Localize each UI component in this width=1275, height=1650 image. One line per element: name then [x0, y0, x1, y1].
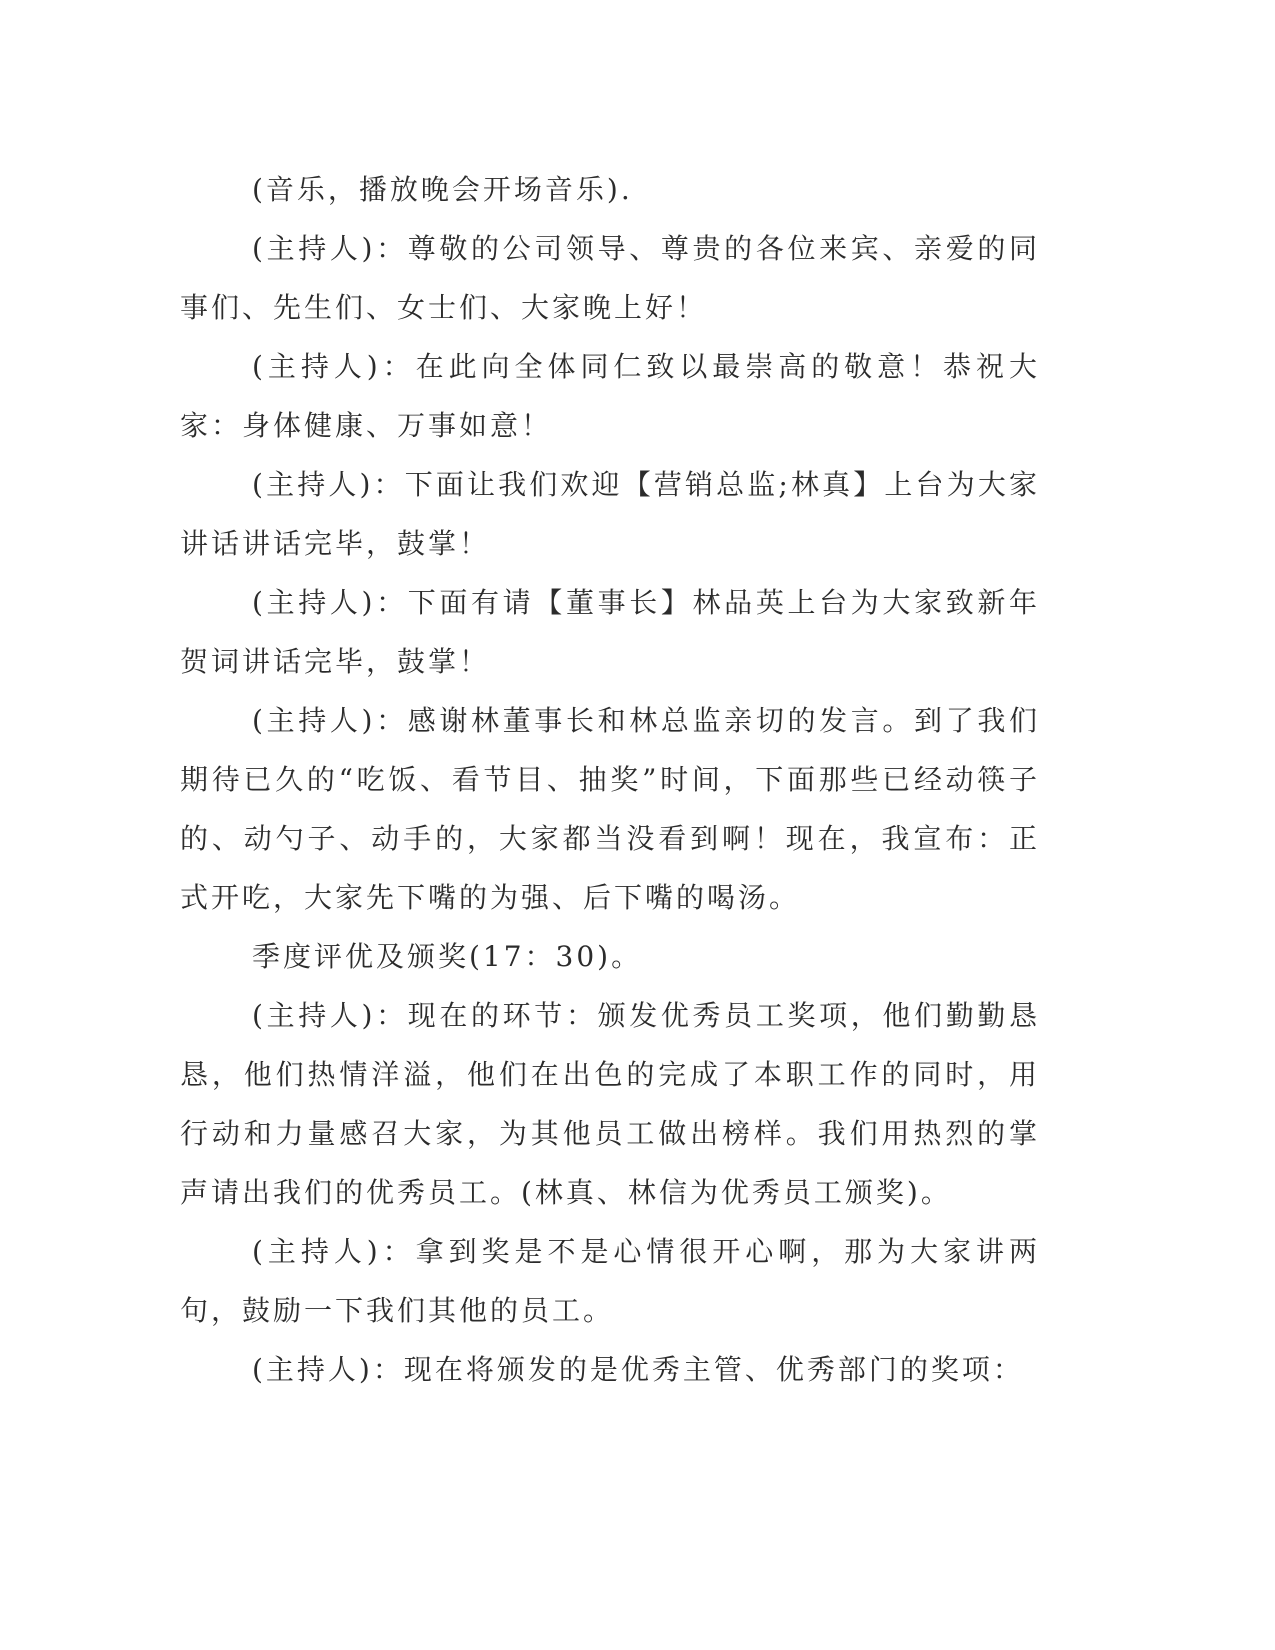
paragraph-host-speech: (主持人)：拿到奖是不是心情很开心啊，那为大家讲两句，鼓励一下我们其他的员工。: [180, 1235, 1040, 1327]
paragraph-music: (音乐，播放晚会开场音乐).: [252, 173, 633, 206]
paragraph-host-greeting: (主持人)：尊敬的公司领导、尊贵的各位来宾、亲爱的同事们、先生们、女士们、大家晚上好！: [180, 232, 1040, 324]
paragraph-host-dinner: (主持人)：感谢林董事长和林总监亲切的发言。到了我们期待已久的“吃饭、看节目、抽奖”时间，下面那些已经动筷子的、动勺子、动手的，大家都当没看到啊！现在，我宣布：正式开吃，大家先下嘴的为强、后下嘴的喝汤。: [180, 704, 1040, 914]
paragraph-host-employee-awards: (主持人)：现在的环节：颁发优秀员工奖项，他们勤勤恳恳，他们热情洋溢，他们在出色的完成了本职工作的同时，用行动和力量感召大家，为其他员工做出榜样。我们用热烈的掌声请出我们的优秀员工。(林真、林信为优秀员工颁奖)。: [180, 999, 1040, 1209]
paragraph-host-respect: (主持人)：在此向全体同仁致以最崇高的敬意！恭祝大家：身体健康、万事如意！: [180, 350, 1040, 442]
document-body: [180, 160, 1040, 1399]
paragraph-host-welcome-director: (主持人)：下面让我们欢迎【营销总监;林真】上台为大家讲话讲话完毕，鼓掌！: [180, 468, 1040, 560]
paragraph-host-manager-awards: (主持人)：现在将颁发的是优秀主管、优秀部门的奖项：: [252, 1353, 1024, 1386]
paragraph-host-welcome-chairman: (主持人)：下面有请【董事长】林品英上台为大家致新年贺词讲话完毕，鼓掌！: [180, 586, 1040, 678]
paragraph-section-awards: 季度评优及颁奖(17：30)。: [252, 940, 643, 973]
